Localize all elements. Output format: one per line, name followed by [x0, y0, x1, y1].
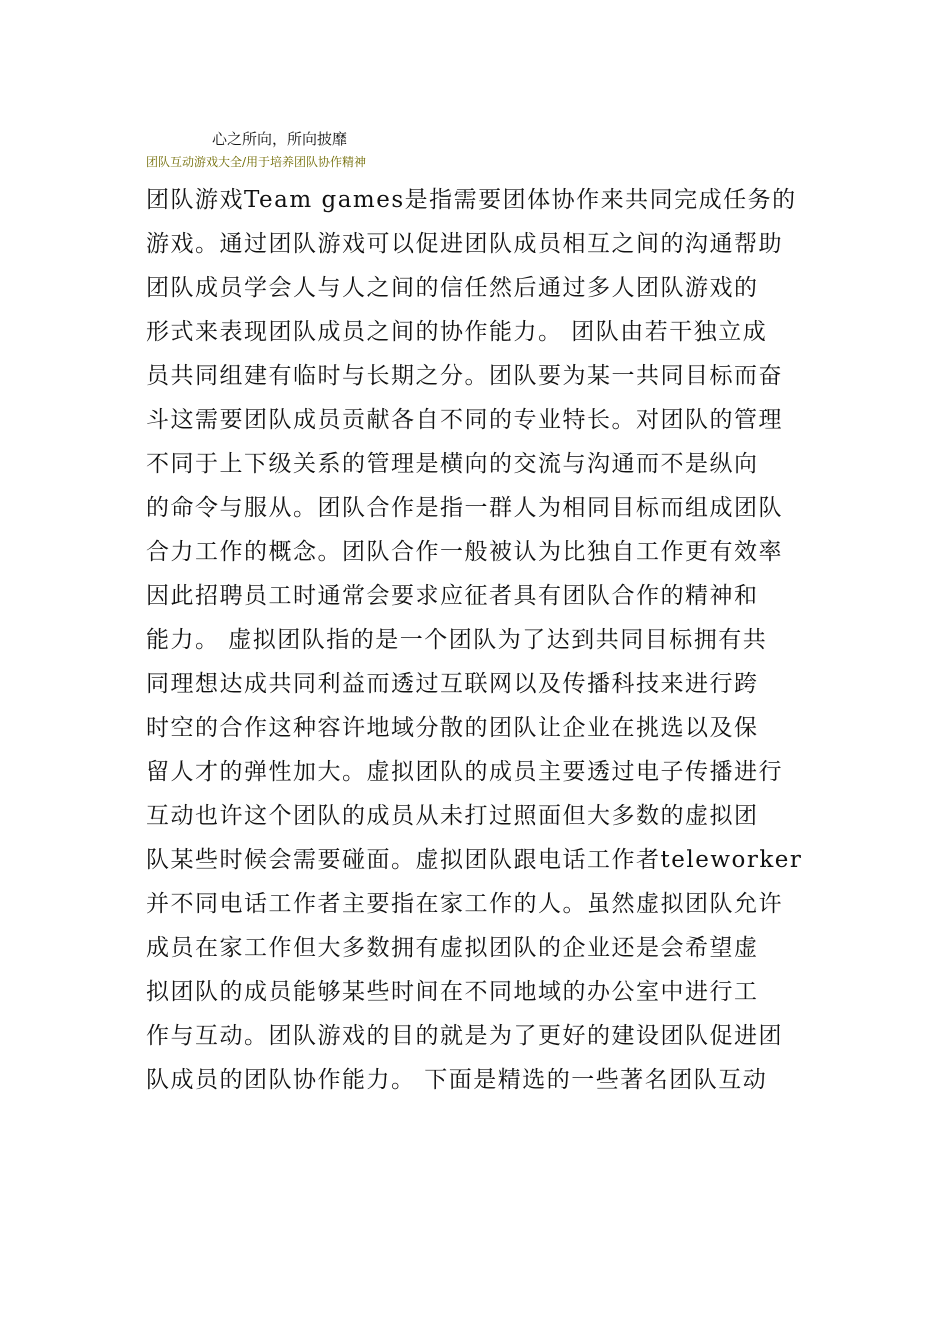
paragraph-line: 队某些时候会需要碰面。虚拟团队跟电话工作者teleworker	[146, 847, 803, 873]
paragraph-line: 互动也许这个团队的成员从未打过照面但大多数的虚拟团	[146, 803, 759, 829]
paragraph-line: 团队游戏Team games是指需要团体协作来共同完成任务的	[146, 187, 797, 213]
body-paragraph	[146, 182, 810, 1106]
paragraph-line: 作与互动。团队游戏的目的就是为了更好的建设团队促进团	[146, 1023, 783, 1049]
paragraph-line: 留人才的弹性加大。虚拟团队的成员主要透过电子传播进行	[146, 759, 783, 785]
paragraph-line: 因此招聘员工时通常会要求应征者具有团队合作的精神和	[146, 583, 759, 609]
paragraph-line: 同理想达成共同利益而透过互联网以及传播科技来进行跨	[146, 671, 759, 697]
document-subtitle: 团队互动游戏大全/用于培养团队协作精神	[146, 155, 367, 169]
paragraph-line: 时空的合作这种容许地域分散的团队让企业在挑选以及保	[146, 715, 759, 741]
paragraph-line: 团队成员学会人与人之间的信任然后通过多人团队游戏的	[146, 275, 759, 301]
header-motto: 心之所向，所向披靡	[212, 130, 348, 148]
paragraph-line: 成员在家工作但大多数拥有虚拟团队的企业还是会希望虚	[146, 935, 759, 961]
paragraph-line: 队成员的团队协作能力。 下面是精选的一些著名团队互动	[146, 1067, 768, 1093]
paragraph-line: 的命令与服从。团队合作是指一群人为相同目标而组成团队	[146, 495, 783, 521]
paragraph-line: 游戏。通过团队游戏可以促进团队成员相互之间的沟通帮助	[146, 231, 783, 257]
paragraph-line: 形式来表现团队成员之间的协作能力。 团队由若干独立成	[146, 319, 768, 345]
paragraph-line: 合力工作的概念。团队合作一般被认为比独自工作更有效率	[146, 539, 783, 565]
paragraph-line: 员共同组建有临时与长期之分。团队要为某一共同目标而奋	[146, 363, 783, 389]
paragraph-line: 能力。 虚拟团队指的是一个团队为了达到共同目标拥有共	[146, 627, 768, 653]
paragraph-line: 并不同电话工作者主要指在家工作的人。虽然虚拟团队允许	[146, 891, 783, 917]
paragraph-line: 斗这需要团队成员贡献各自不同的专业特长。对团队的管理	[146, 407, 783, 433]
paragraph-line: 拟团队的成员能够某些时间在不同地域的办公室中进行工	[146, 979, 759, 1005]
paragraph-line: 不同于上下级关系的管理是横向的交流与沟通而不是纵向	[146, 451, 759, 477]
